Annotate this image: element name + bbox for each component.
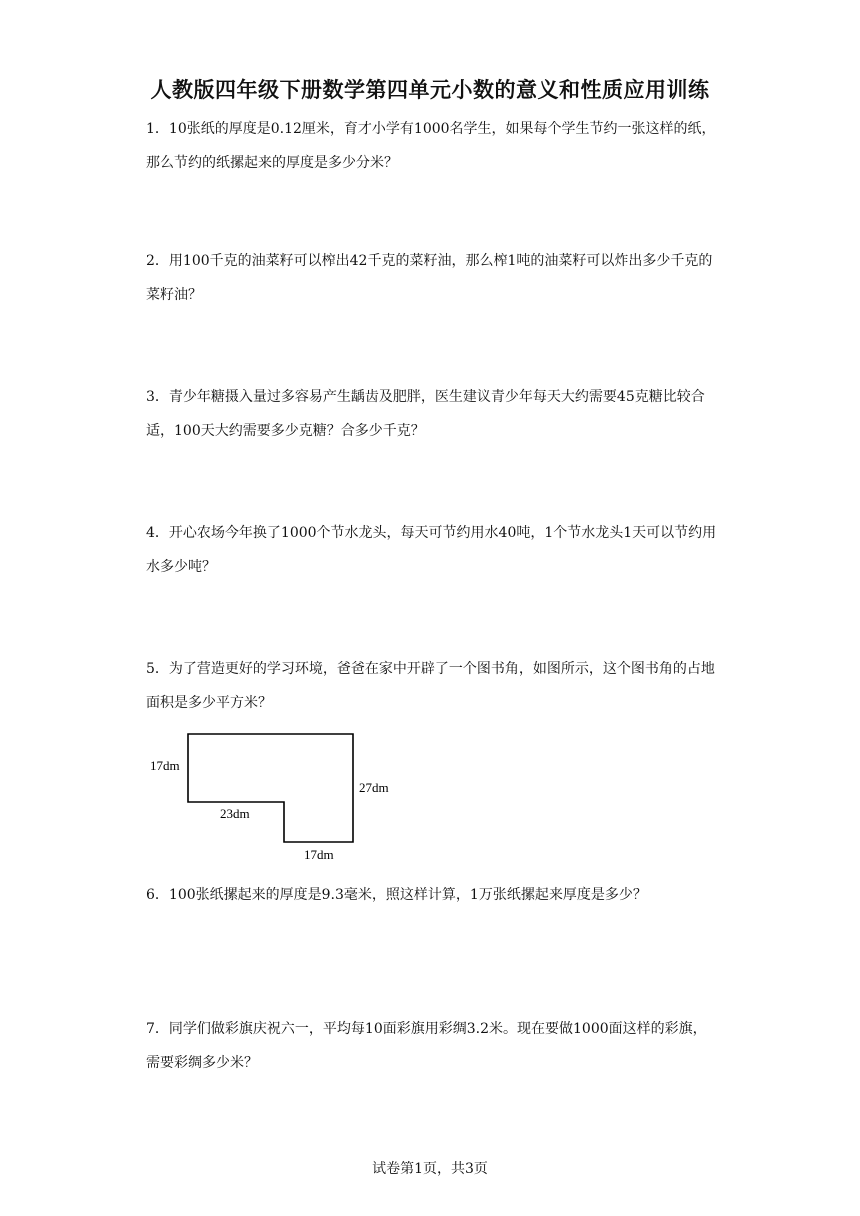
- page-title: 人教版四年级下册数学第四单元小数的意义和性质应用训练: [150, 78, 710, 102]
- question-7: [146, 1012, 720, 1080]
- page-footer: 试卷第1页，共3页: [372, 1161, 488, 1177]
- label-inner-side: 23dm: [220, 806, 250, 821]
- question-3: [146, 380, 720, 448]
- question-text: 青少年糖摄入量过多容易产生龋齿及肥胖，医生建议青少年每天大约需要45克糖比较合适，100天大约需要多少克糖？合多少千克？: [146, 389, 705, 439]
- question-6: [146, 878, 720, 912]
- question-number: 4．: [146, 525, 169, 541]
- question-1: [146, 112, 720, 180]
- question-number: 3．: [146, 389, 169, 405]
- question-text: 为了营造更好的学习环境，爸爸在家中开辟了一个图书角，如图所示，这个图书角的占地面积是多少平方米？: [146, 661, 715, 711]
- question-number: 2．: [146, 253, 169, 269]
- question-number: 7．: [146, 1021, 169, 1037]
- question-5: [146, 652, 720, 720]
- question-number: 1．: [146, 121, 169, 137]
- question-text: 开心农场今年换了1000个节水龙头，每天可节约用水40吨，1个节水龙头1天可以节约用水多少吨？: [146, 525, 717, 575]
- question-2: [146, 244, 720, 312]
- book-corner-figure: [140, 724, 410, 869]
- question-text: 10张纸的厚度是0.12厘米，育才小学有1000名学生，如果每个学生节约一张这样的纸，那么节约的纸摞起来的厚度是多少分米？: [146, 121, 716, 171]
- question-text: 用100千克的油菜籽可以榨出42千克的菜籽油，那么榨1吨的油菜籽可以炸出多少千克的菜籽油？: [146, 253, 713, 303]
- question-number: 5．: [146, 661, 169, 677]
- question-text: 100张纸摞起来的厚度是9.3毫米，照这样计算，1万张纸摞起来厚度是多少？: [168, 887, 647, 903]
- label-bottom-side: 17dm: [304, 847, 334, 862]
- question-4: [146, 516, 720, 584]
- label-right-side: 27dm: [359, 780, 389, 795]
- label-left-side: 17dm: [150, 758, 180, 773]
- l-shape-outline: [188, 734, 353, 842]
- question-number: 6．: [146, 887, 169, 903]
- question-text: 同学们做彩旗庆祝六一，平均每10面彩旗用彩绸3.2米。现在要做1000面这样的彩旗，需要彩绸多少米？: [146, 1021, 707, 1071]
